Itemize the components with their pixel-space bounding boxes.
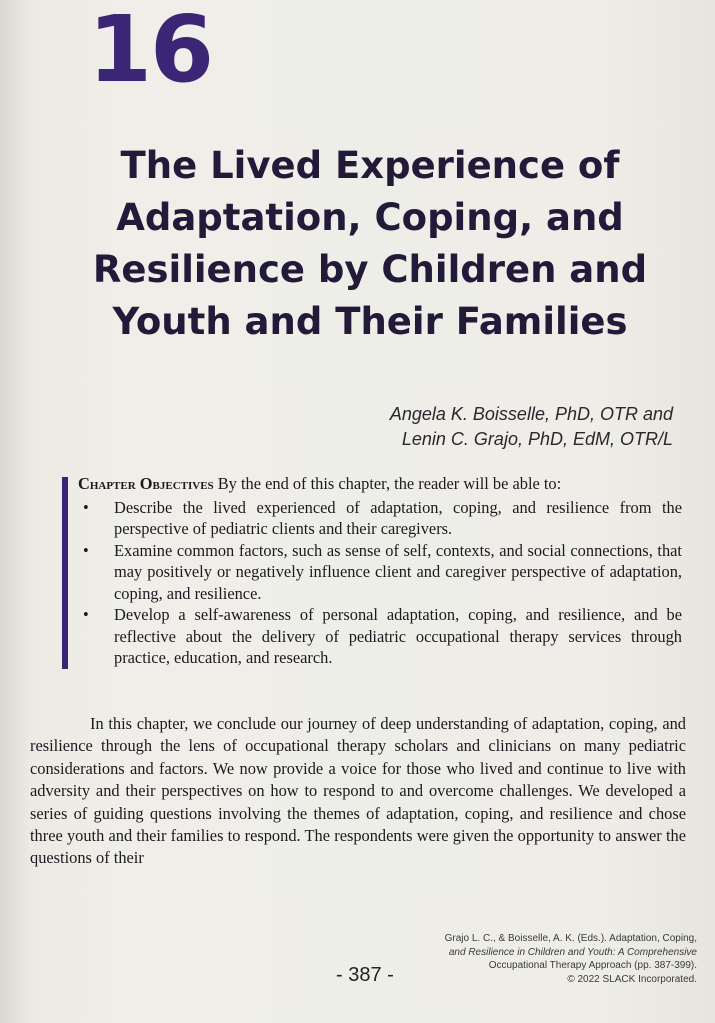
author-list (390, 402, 673, 452)
citation-line: © 2022 SLACK Incorporated. (567, 973, 697, 985)
chapter-objectives-box (62, 473, 684, 679)
page-number: - 387 - (336, 964, 394, 986)
objective-item: • Describe the lived experienced of adaptation, coping, and resilience from the perspective of pediatric clients and their caregivers. (78, 497, 682, 540)
citation-line: and Resilience in Children and Youth: A Comprehensive (448, 946, 697, 958)
author-line: Angela K. Boisselle, PhD, OTR and (389, 404, 673, 424)
objectives-list (78, 497, 682, 669)
objectives-intro: By the end of this chapter, the reader will be able to: (213, 474, 562, 493)
objective-item: • Examine common factors, such as sense of self, contexts, and social connections, that may positively or negatively influence client and caregiver perspective of adaptation, coping, and resilience. (78, 540, 682, 605)
objectives-accent-bar (62, 477, 68, 669)
objective-item: • Develop a self-awareness of personal adaptation, coping, and resilience, and be reflective about the delivery of pediatric occupational therapy services through practice, education, and research. (78, 604, 682, 669)
citation-line: Occupational Therapy Approach (pp. 387-399). (488, 960, 697, 972)
chapter-title: The Lived Experience of Adaptation, Coping, and Resilience by Children and Youth and Their Families (92, 144, 648, 343)
objectives-heading: Chapter Objectives (78, 474, 214, 493)
citation-note (397, 932, 697, 986)
citation-line: Grajo L. C., & Boisselle, A. K. (Eds.). Adaptation, Coping, (444, 933, 697, 944)
chapter-number: 16 (88, 0, 213, 103)
body-paragraph: In this chapter, we conclude our journey of deep understanding of adaptation, coping, and resilience through the lens of occupational therapy scholars and clinicians on many pediatric considerations and factors. We now provide a voice for those who lived and continue to live with adversity and their perspectives on how to respond to and overcome challenges. We developed a series of guiding questions involving the themes of adaptation, coping, and resilience and chose three youth and their families to respond. The respondents were given the opportunity to answer the questions of their (30, 714, 686, 868)
objectives-content (78, 473, 682, 669)
author-line: Lenin C. Grajo, PhD, EdM, OTR/L (401, 429, 673, 449)
